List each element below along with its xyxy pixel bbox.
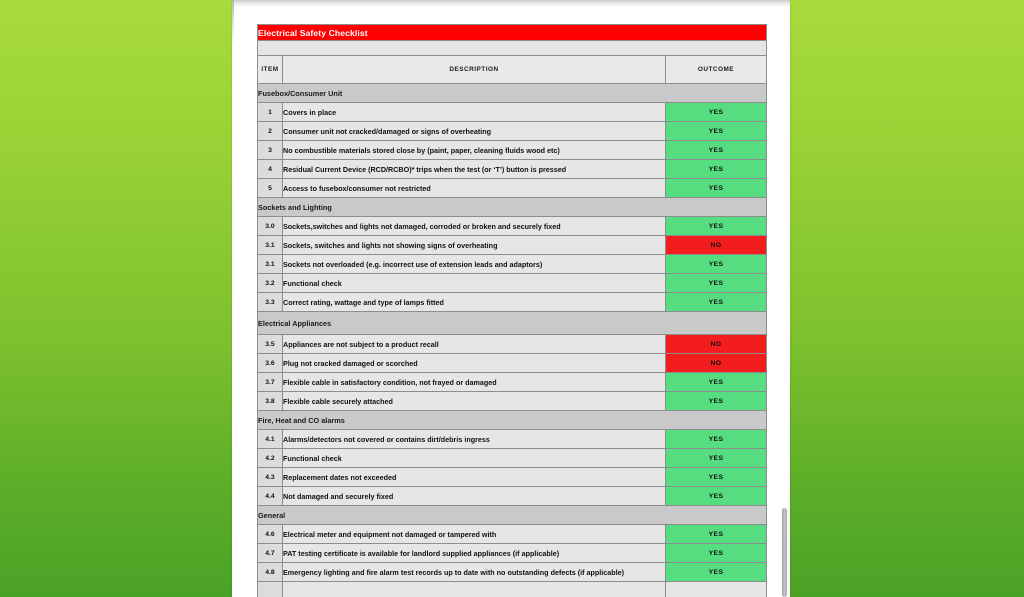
cell-item-number: 3.3 (258, 293, 283, 312)
cell-outcome[interactable]: NO (665, 335, 766, 354)
group-header-label: Fusebox/Consumer Unit (258, 84, 767, 103)
group-header-row (258, 312, 767, 335)
card-top-strip (232, 0, 790, 7)
cell-description: No combustible materials stored close by (paint, paper, cleaning fluids wood etc) (283, 141, 666, 160)
cell-outcome[interactable]: YES (665, 179, 766, 198)
cell-item-number: 1 (258, 103, 283, 122)
cell-outcome[interactable]: YES (665, 293, 766, 312)
cell-item-number: 4.7 (258, 544, 283, 563)
cell-outcome[interactable]: YES (665, 160, 766, 179)
cell-description: Not damaged and securely fixed (283, 487, 666, 506)
cell-outcome[interactable]: YES (665, 563, 766, 582)
group-header-label: Electrical Appliances (258, 312, 767, 335)
cell-item-number: 4.2 (258, 449, 283, 468)
table-row (258, 293, 767, 312)
group-header-row (258, 198, 767, 217)
column-header-item: ITEM (258, 56, 283, 84)
cell-description: Functional check (283, 274, 666, 293)
cell-item-number: 4.1 (258, 430, 283, 449)
document-card (232, 0, 790, 597)
cell-outcome[interactable]: YES (665, 449, 766, 468)
cell-item-number: 3.5 (258, 335, 283, 354)
table-row (258, 335, 767, 354)
table-row (258, 449, 767, 468)
cell-outcome[interactable]: YES (665, 525, 766, 544)
vertical-scrollbar-track[interactable] (781, 0, 789, 597)
cell-item-number: 3.2 (258, 274, 283, 293)
cell-description: Sockets not overloaded (e.g. incorrect use of extension leads and adaptors) (283, 255, 666, 274)
cell-description: Correct rating, wattage and type of lamps fitted (283, 293, 666, 312)
table-row (258, 141, 767, 160)
cell-outcome[interactable]: YES (665, 255, 766, 274)
vertical-scrollbar-thumb[interactable] (782, 508, 787, 597)
electrical-safety-checklist-table (257, 24, 767, 597)
cell-outcome[interactable]: YES (665, 430, 766, 449)
cell-item-number: 3.7 (258, 373, 283, 392)
cell-outcome[interactable]: YES (665, 468, 766, 487)
cell-outcome[interactable]: NO (665, 236, 766, 255)
cell-item-number: 3.6 (258, 354, 283, 373)
group-header-row (258, 84, 767, 103)
cell-outcome[interactable]: NO (665, 354, 766, 373)
column-header-outcome: OUTCOME (665, 56, 766, 84)
cell-description: Flexible cable securely attached (283, 392, 666, 411)
cell-item-number: 3.8 (258, 392, 283, 411)
cell-description: Residual Current Device (RCD/RCBO)* trips when the test (or ‘T’) button is pressed (283, 160, 666, 179)
table-row (258, 236, 767, 255)
cell-item-number: 3.0 (258, 217, 283, 236)
cell-description (283, 582, 666, 597)
table-row (258, 525, 767, 544)
group-header-label: Sockets and Lighting (258, 198, 767, 217)
card-left-edge (232, 0, 234, 597)
table-row (258, 179, 767, 198)
group-header-row (258, 411, 767, 430)
cell-item-number: 4 (258, 160, 283, 179)
checklist-title-row (258, 25, 767, 41)
cell-outcome[interactable]: YES (665, 274, 766, 293)
cell-description: PAT testing certificate is available for landlord supplied appliances (if applicable) (283, 544, 666, 563)
cell-item-number: 3.1 (258, 255, 283, 274)
cell-description: Sockets, switches and lights not showing signs of overheating (283, 236, 666, 255)
spacer-cell (258, 41, 767, 56)
cell-outcome[interactable]: YES (665, 373, 766, 392)
cell-description: Flexible cable in satisfactory condition, not frayed or damaged (283, 373, 666, 392)
table-row (258, 487, 767, 506)
cell-description: Alarms/detectors not covered or contains dirt/debris ingress (283, 430, 666, 449)
group-header-label: General (258, 506, 767, 525)
cell-outcome[interactable]: YES (665, 487, 766, 506)
cell-description: Sockets,switches and lights not damaged, corroded or broken and securely fixed (283, 217, 666, 236)
cell-item-number: 5 (258, 179, 283, 198)
table-row (258, 255, 767, 274)
cell-outcome[interactable]: YES (665, 122, 766, 141)
cell-item-number: 3.1 (258, 236, 283, 255)
cell-outcome[interactable]: YES (665, 103, 766, 122)
cell-item-number: 2 (258, 122, 283, 141)
cell-item-number: 3 (258, 141, 283, 160)
cell-description: Consumer unit not cracked/damaged or signs of overheating (283, 122, 666, 141)
table-row (258, 373, 767, 392)
cell-item-number: 4.4 (258, 487, 283, 506)
cell-outcome[interactable]: YES (665, 141, 766, 160)
table-row (258, 103, 767, 122)
table-row (258, 354, 767, 373)
cell-description: Access to fusebox/consumer not restricted (283, 179, 666, 198)
cell-item-number (258, 582, 283, 597)
cell-outcome[interactable]: YES (665, 392, 766, 411)
cell-item-number: 4.8 (258, 563, 283, 582)
table-row (258, 563, 767, 582)
cell-description: Emergency lighting and fire alarm test records up to date with no outstanding defects (if applicable) (283, 563, 666, 582)
cell-item-number: 4.3 (258, 468, 283, 487)
table-row (258, 160, 767, 179)
cell-description: Replacement dates not exceeded (283, 468, 666, 487)
group-header-row (258, 506, 767, 525)
table-header-row (258, 56, 767, 84)
table-row (258, 392, 767, 411)
cell-outcome[interactable] (665, 582, 766, 597)
cell-description: Electrical meter and equipment not damaged or tampered with (283, 525, 666, 544)
cell-description: Plug not cracked damaged or scorched (283, 354, 666, 373)
cell-outcome[interactable]: YES (665, 217, 766, 236)
table-row (258, 430, 767, 449)
page-title: Electrical Safety Checklist (258, 25, 767, 41)
table-row (258, 468, 767, 487)
cell-item-number: 4.6 (258, 525, 283, 544)
table-row (258, 217, 767, 236)
cell-description: Covers in place (283, 103, 666, 122)
cell-description: Appliances are not subject to a product recall (283, 335, 666, 354)
column-header-description: DESCRIPTION (283, 56, 666, 84)
table-row (258, 544, 767, 563)
table-row (258, 122, 767, 141)
cell-description: Functional check (283, 449, 666, 468)
table-row (258, 274, 767, 293)
table-row-partial (258, 582, 767, 597)
group-header-label: Fire, Heat and CO alarms (258, 411, 767, 430)
spacer-row (258, 41, 767, 56)
cell-outcome[interactable]: YES (665, 544, 766, 563)
